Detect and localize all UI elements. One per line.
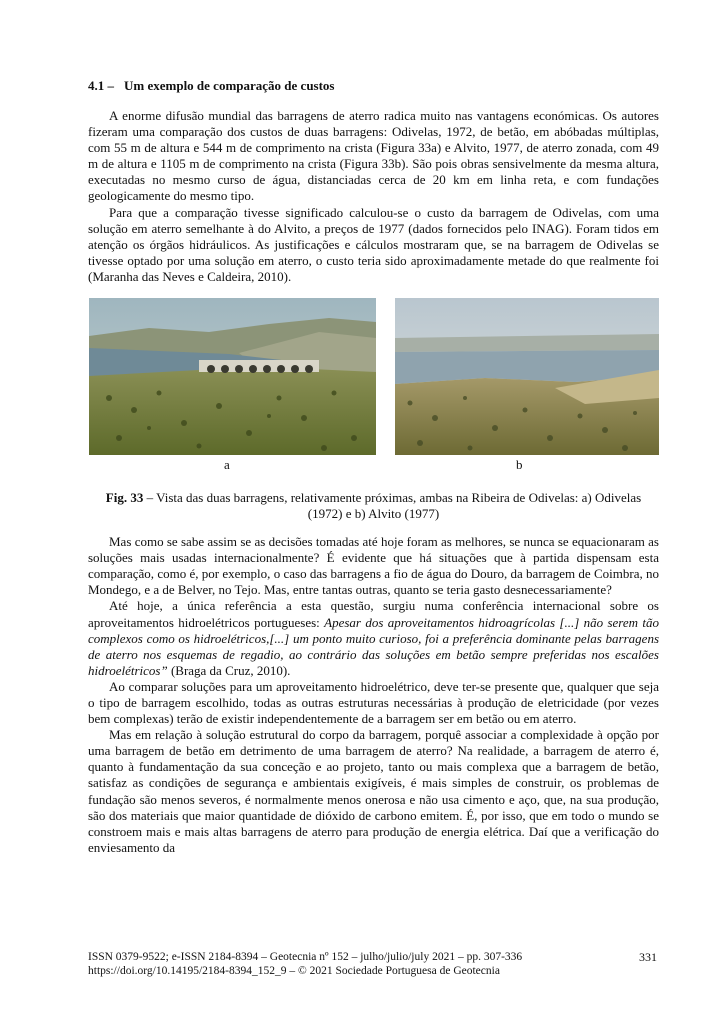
caption-text: – Vista das duas barragens, relativamente próximas, ambas na Ribeira de Odivelas: a) Odivelas (1972) e b) Alvito (1977): [143, 490, 642, 522]
paragraph-5: Ao comparar soluções para um aproveitamento hidroelétrico, deve ter-se presente que, qualquer que seja o tipo de barragem escolhido, todas as outras estruturas necessárias à produção de eletricidade (por vezes bem complexas) terão de existir independentemente de a barragem ser em betão ou em aterro.: [88, 678, 659, 727]
section-title: Um exemplo de comparação de custos: [124, 78, 335, 93]
page-number: 331: [639, 950, 657, 964]
page-footer: [88, 950, 659, 978]
footer-issn: ISSN 0379-9522; e-ISSN 2184-8394 – Geotecnia nº 152 – julho/julio/july 2021 – pp. 307-336: [88, 951, 523, 963]
alvito-dam-photo: [395, 298, 659, 455]
paragraph-3: Mas como se sabe assim se as decisões tomadas até hoje foram as melhores, se nunca se equacionaram as soluções mais usadas internacionalmente? É evidente que há situações que à partida dispensam esta comparação, como é, por exemplo, o caso das barragens a fio de água do Douro, da barragem de Coimbra, no Mondego, e a de Belver, no Tejo. Mas, entre tantas outras, quanto se teria gasto desnecessariamente?: [88, 534, 659, 598]
footer-doi: https://doi.org/10.14195/2184-8394_152_9 – © 2021 Sociedade Portuguesa de Geotecnia: [88, 965, 500, 977]
paragraph-4-quote: Apesar dos aproveitamentos hidroagrícolas [...] não serem tão complexos como os hidroelétricos,[...] um ponto muito curioso, foi a preferência dominante pelas barragens de aterro nos esquemas de regadio, ao contrário das soluções em betão sempre preferidas nos escalões hidroelétricos”: [88, 614, 659, 678]
paragraph-4: [88, 598, 659, 678]
odivelas-dam-photo: [89, 298, 376, 455]
figure-label-b: b: [516, 457, 523, 473]
section-number: 4.1 –: [88, 78, 114, 93]
paragraph-4-start: Até hoje, a única referência a esta questão, surgiu numa conferência internacional sobre os aproveitamentos hidroelétricos portugueses:: [88, 598, 659, 630]
section-heading: [88, 78, 659, 94]
paragraph-6: Mas em relação à solução estrutural do corpo da barragem, porquê associar a complexidade à opção por uma barragem de betão em detrimento de uma barragem de aterro? Na realidade, a barragem de aterro é, quanto à fundamentação da sua conceção e ao projeto, tanto ou mais complexa que a barragem de betão, satisfaz as condições de segurança e ambientais exigíveis, é mais simples de construir, os problemas de fundação são menos severos, é normalmente menos onerosa e não usa cimento e aço, que, na sua produção, são dos materiais que maior quantidade de dióxido de carbono emitem. É, por isso, que em todo o mundo se constroem mais e mais altas barragens de aterro para produção de energia elétrica. Daí que a verificação do enviesamento da: [88, 727, 659, 855]
paragraph-4-citation: (Braga da Cruz, 2010).: [167, 662, 291, 678]
figure-caption: [88, 490, 659, 522]
caption-label: Fig. 33: [105, 490, 144, 506]
page-body: [88, 78, 659, 856]
figure-33: [88, 298, 659, 488]
paragraph-1: A enorme difusão mundial das barragens de aterro radica muito nas vantagens económicas. Os autores fizeram uma comparação dos custos de duas barragens: Odivelas, 1972, de betão, em abóbadas múltiplas, com 55 m de altura e 544 m de comprimento na crista (Figura 33a) e Alvito, 1977, de aterro zonada, com 49 m de altura e 1105 m de comprimento na crista (Figura 33b). São pois obras sensivelmente da mesma altura, executadas no mesmo curso de água, distanciadas cerca de 20 km em linha reta, e com fundações geologicamente do mesmo tipo.: [88, 108, 659, 204]
paragraph-2: Para que a comparação tivesse significado calculou-se o custo da barragem de Odivelas, com uma solução em aterro semelhante à do Alvito, a preços de 1977 (dados fornecidos pelo INAG). Foram tidos em atenção os órgãos hidráulicos. As justificações e cálculos mostraram que, se na barragem de Odivelas se tivesse optado por uma solução em aterro, o custo teria sido aproximadamente metade do que realmente foi (Maranha das Neves e Caldeira, 2010).: [88, 204, 659, 284]
figure-label-a: a: [224, 457, 230, 473]
